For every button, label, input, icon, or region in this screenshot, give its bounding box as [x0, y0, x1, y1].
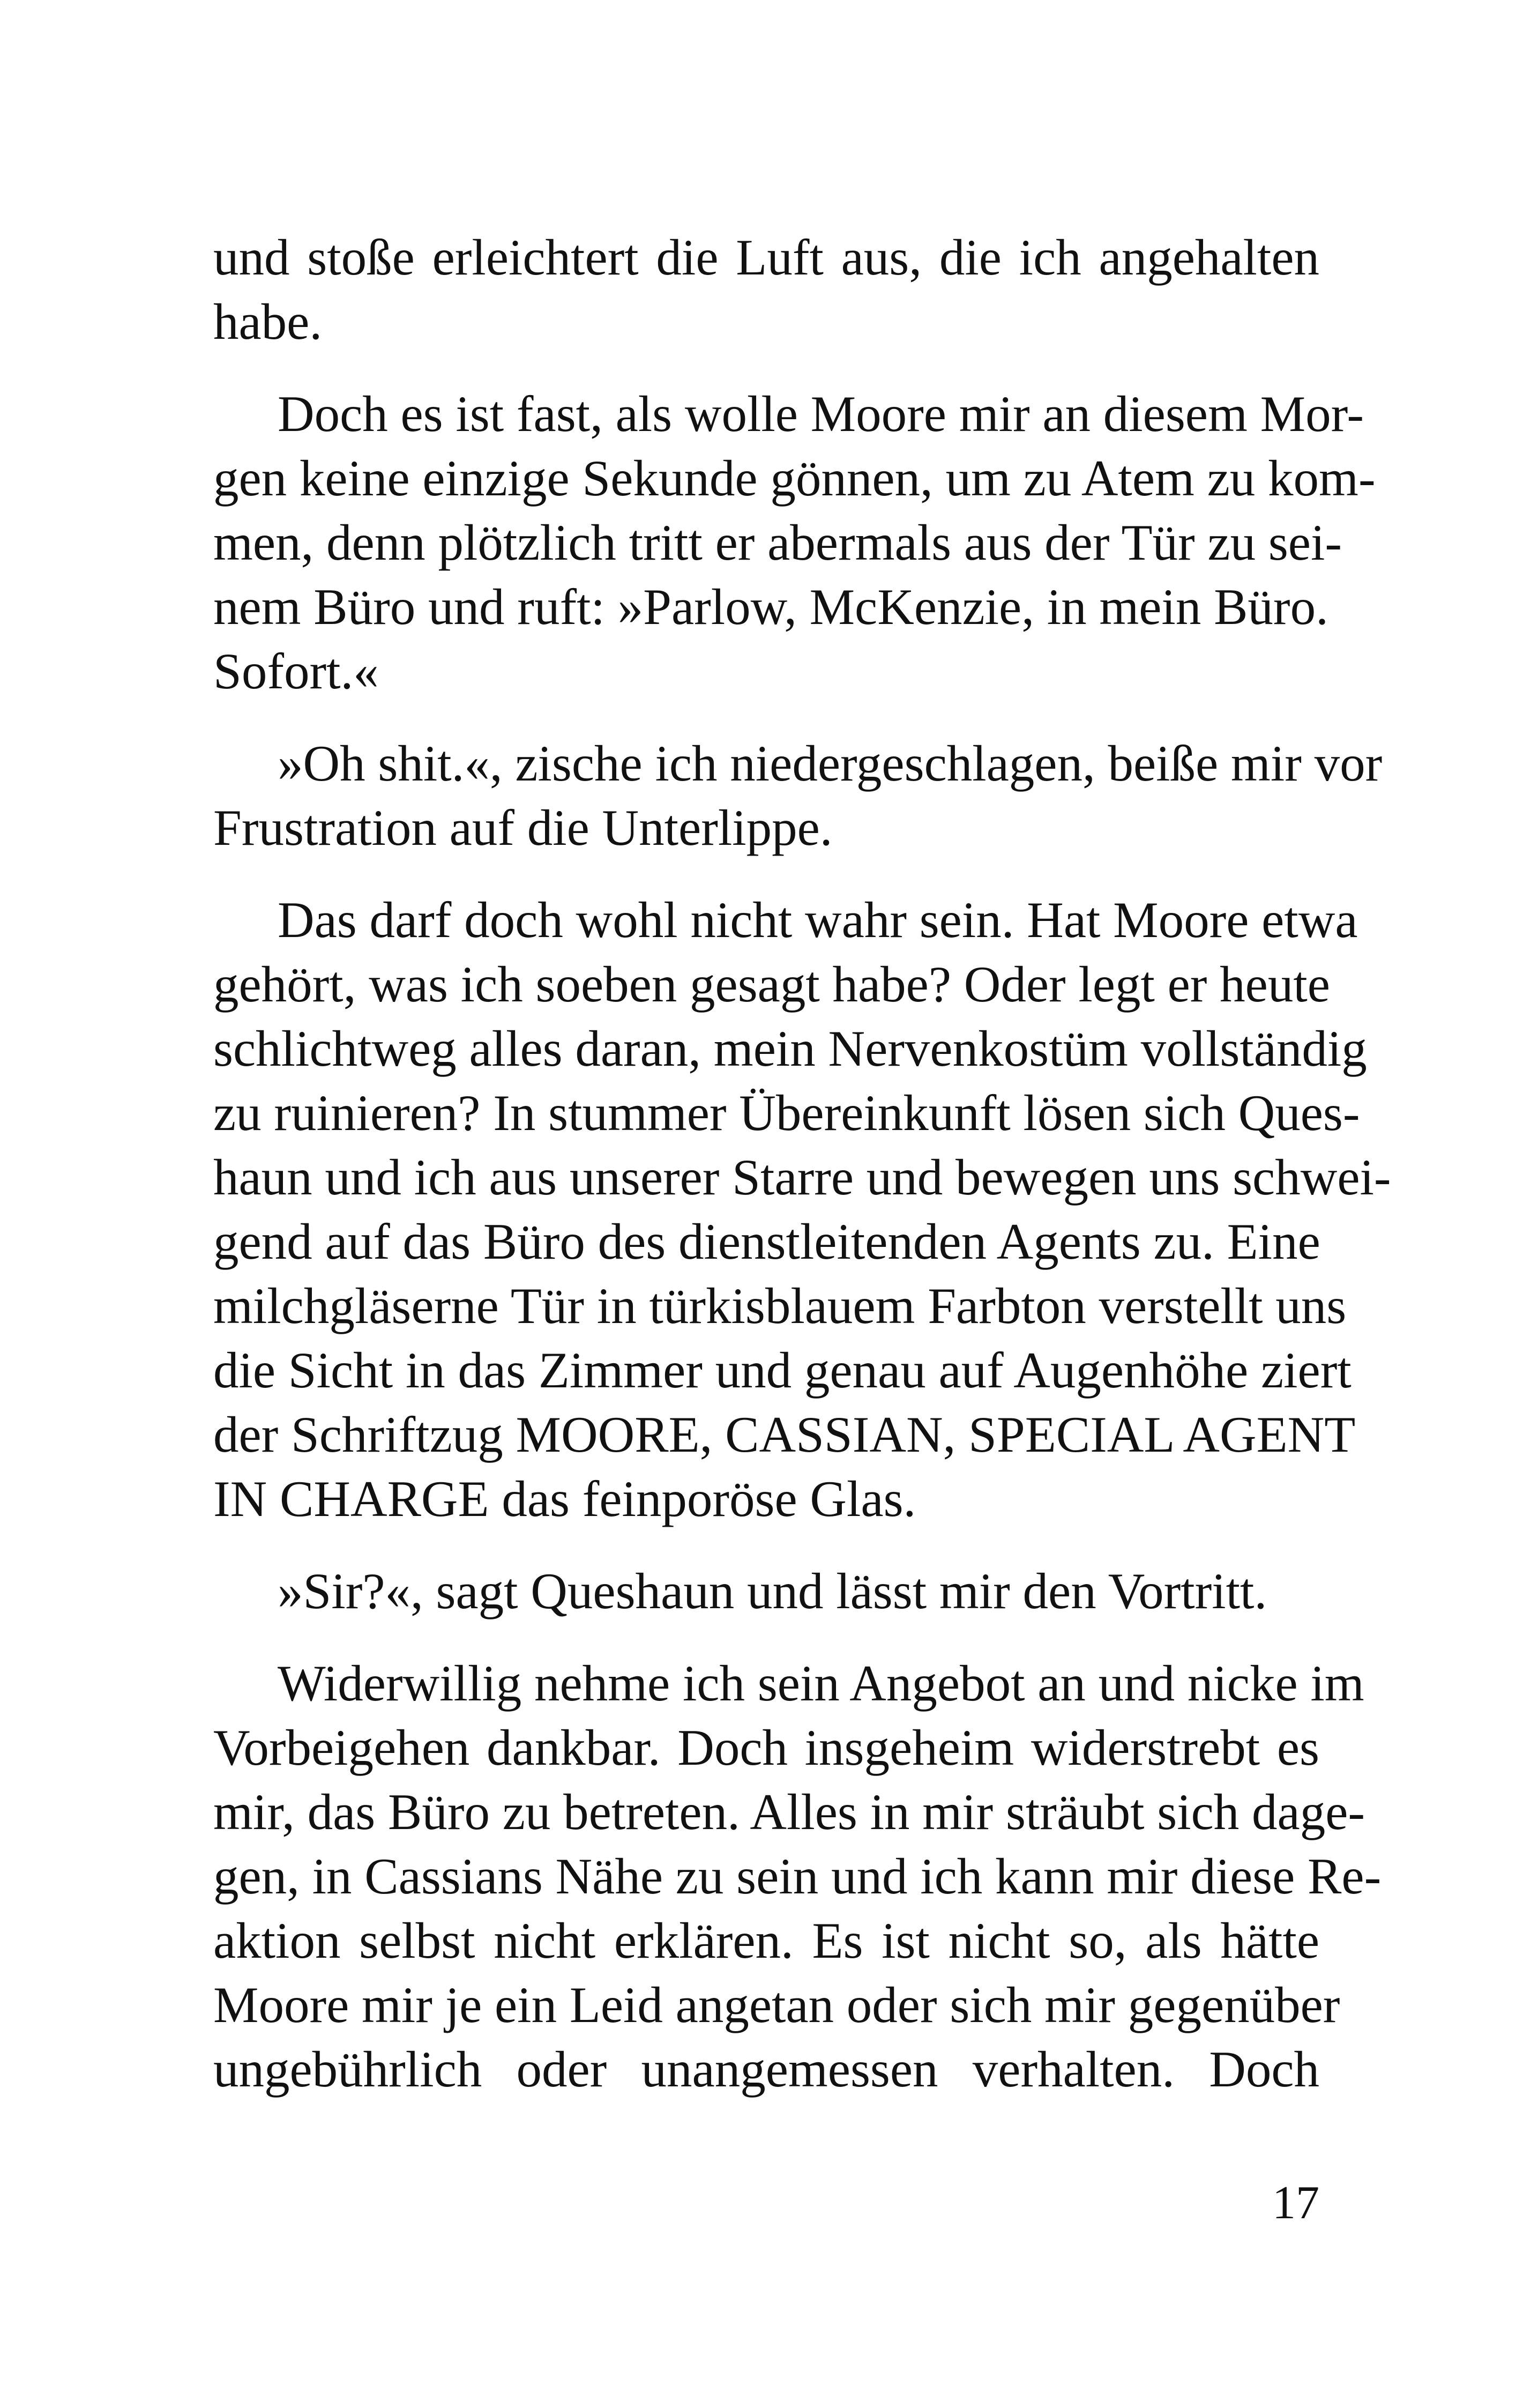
text-line: Widerwillig nehme ich sein Angebot an und nicke im	[278, 1655, 1364, 1712]
text-line: IN CHARGE das feinporöse Glas.	[213, 1470, 916, 1527]
text-line: Frustration auf die Unterlippe.	[213, 799, 833, 856]
paragraph	[213, 1651, 1382, 2101]
text-line: und stoße erleichtert die Luft aus, die ich angehalten	[213, 229, 1319, 286]
text-line: gen keine einzige Sekunde gönnen, um zu Atem zu kom-	[213, 450, 1376, 507]
text-line: milchgläserne Tür in türkisblauem Farbton verstellt uns	[213, 1277, 1347, 1334]
text-line: die Sicht in das Zimmer und genau auf Augenhöhe ziert	[213, 1342, 1352, 1399]
text-line: gehört, was ich soeben gesagt habe? Oder legt er heute	[213, 956, 1330, 1013]
paragraph	[213, 731, 1383, 860]
paragraph	[213, 1559, 1319, 1623]
text-line: gend auf das Büro des dienstleitenden Agents zu. Eine	[213, 1213, 1320, 1270]
paragraph	[213, 225, 1319, 354]
text-line: Vorbeigehen dankbar. Doch insgeheim widerstrebt es	[213, 1719, 1319, 1776]
paragraph	[213, 888, 1391, 1531]
text-line: schlichtweg alles daran, mein Nervenkostüm vollständig	[213, 1020, 1367, 1077]
text-line: nem Büro und ruft: »Parlow, McKenzie, in mein Büro.	[213, 578, 1328, 635]
text-line: men, denn plötzlich tritt er abermals aus der Tür zu sei-	[213, 514, 1342, 571]
text-line: habe.	[213, 293, 323, 350]
text-line: Doch es ist fast, als wolle Moore mir an diesem Mor-	[278, 385, 1364, 442]
text-line: Sofort.«	[213, 643, 379, 700]
text-line: gen, in Cassians Nähe zu sein und ich kann mir diese Re-	[213, 1848, 1382, 1905]
text-line: zu ruinieren? In stummer Übereinkunft lösen sich Ques-	[213, 1084, 1360, 1141]
text-line: Das darf doch wohl nicht wahr sein. Hat Moore etwa	[278, 891, 1358, 948]
text-line: mir, das Büro zu betreten. Alles in mir sträubt sich dage-	[213, 1783, 1365, 1840]
text-line: aktion selbst nicht erklären. Es ist nicht so, als hätte	[213, 1912, 1319, 1969]
text-line: Moore mir je ein Leid angetan oder sich mir gegenüber	[213, 1976, 1340, 2033]
text-line: der Schriftzug MOORE, CASSIAN, SPECIAL AGENT	[213, 1406, 1356, 1463]
body-text	[213, 225, 1391, 2101]
text-line: »Sir?«, sagt Queshaun und lässt mir den Vortritt.	[278, 1563, 1267, 1619]
paragraph	[213, 382, 1376, 703]
page-number: 17	[1272, 2177, 1319, 2229]
text-line: haun und ich aus unserer Starre und bewegen uns schwei-	[213, 1149, 1391, 1206]
text-line: »Oh shit.«, zische ich niedergeschlagen, beiße mir vor	[278, 735, 1383, 792]
text-line: ungebührlich oder unangemessen verhalten. Doch	[213, 2041, 1319, 2098]
